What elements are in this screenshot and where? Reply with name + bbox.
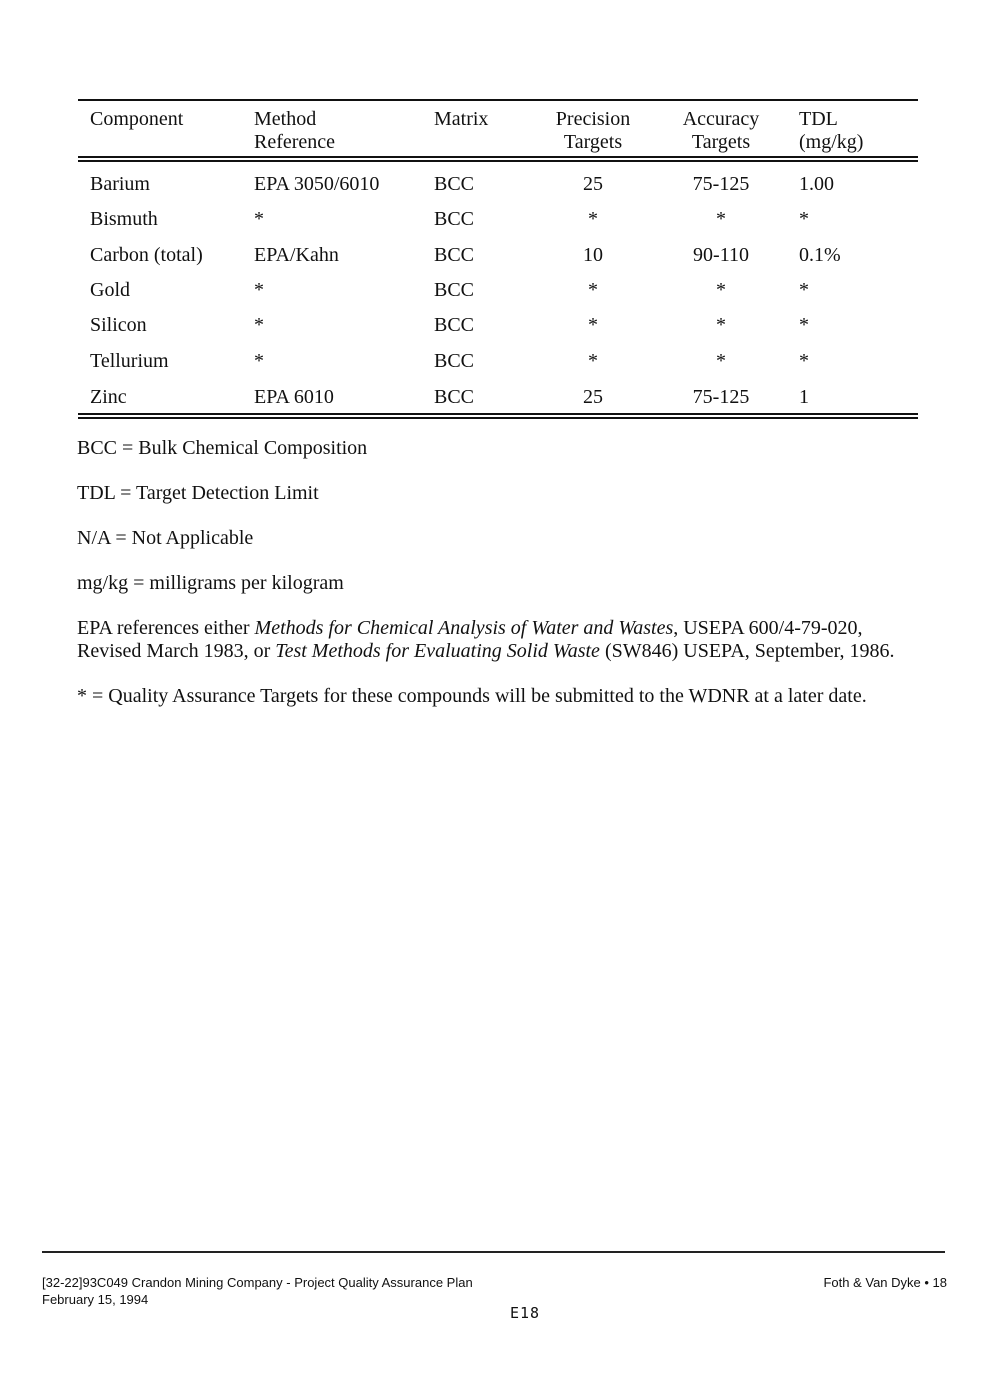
footer-company: Foth & Van Dyke • 18 [823,1275,947,1290]
cell-matrix: BCC [434,386,475,408]
cell-component: Zinc [90,386,127,408]
epa-title-water-wastes: Methods for Chemical Analysis of Water and Wastes [254,617,674,639]
cell-accuracy: 75-125 [692,173,750,195]
cell-tdl: * [799,208,809,230]
footer-page-id: E18 [509,1304,541,1322]
cell-method: * [254,208,264,230]
epa-middle: , USEPA 600/4-79-020, Revised March 1983, or [77,617,863,662]
cell-tdl: * [799,314,809,336]
cell-component: Bismuth [90,208,158,230]
cell-method: EPA 3050/6010 [254,173,380,195]
cell-tdl: 1 [799,386,809,408]
cell-matrix: BCC [434,314,475,336]
cell-method: * [254,314,264,336]
header-tdl [799,108,909,154]
cell-component: Carbon (total) [90,244,203,266]
table-row [78,208,918,238]
header-precision-targets [543,108,643,154]
cell-tdl: 1.00 [799,173,834,195]
cell-tdl: * [799,350,809,372]
cell-precision: * [588,314,598,336]
table-row [78,244,918,274]
table-row [78,386,918,416]
cell-accuracy: * [716,314,726,336]
header-precision-line2: Targets [563,131,623,153]
cell-component: Gold [90,279,130,301]
header-precision-line1: Precision [555,108,631,130]
table-notes [77,437,927,730]
cell-method: * [254,279,264,301]
cell-component: Silicon [90,314,147,336]
cell-method: EPA/Kahn [254,244,339,266]
footer-rule [42,1251,945,1253]
header-component-line1: Component [90,108,184,130]
epa-prefix: EPA references either [77,617,255,639]
header-accuracy-targets [671,108,771,154]
cell-precision: 25 [583,173,603,195]
note-mgkg: mg/kg = milligrams per kilogram [77,572,344,594]
cell-precision: * [588,208,598,230]
table-top-rule [78,99,918,101]
cell-accuracy: * [716,279,726,301]
footer-date-line: February 15, 1994 [42,1292,149,1307]
cell-matrix: BCC [434,244,475,266]
header-accuracy-line1: Accuracy [682,108,760,130]
cell-tdl: 0.1% [799,244,841,266]
cell-accuracy: * [716,208,726,230]
note-bcc: BCC = Bulk Chemical Composition [77,437,368,459]
table-row [78,350,918,380]
cell-component: Barium [90,173,150,195]
cell-component: Tellurium [90,350,169,372]
cell-matrix: BCC [434,279,475,301]
table-row [78,173,918,203]
header-accuracy-line2: Targets [691,131,751,153]
header-tdl-line2: (mg/kg) [799,131,864,153]
cell-matrix: BCC [434,208,475,230]
footer-doc-line: [32-22]93C049 Crandon Mining Company - Project Quality Assurance Plan [42,1275,473,1290]
header-tdl-line1: TDL [799,108,838,130]
note-epa-references [77,617,927,663]
note-tdl: TDL = Target Detection Limit [77,482,319,504]
cell-precision: * [588,350,598,372]
header-matrix-line1: Matrix [434,108,489,130]
cell-tdl: * [799,279,809,301]
epa-suffix: (SW846) USEPA, September, 1986. [599,640,895,662]
header-matrix [434,108,534,131]
cell-precision: * [588,279,598,301]
table-row [78,279,918,309]
cell-matrix: BCC [434,350,475,372]
cell-accuracy: * [716,350,726,372]
note-na: N/A = Not Applicable [77,527,254,549]
cell-accuracy: 75-125 [692,386,750,408]
cell-matrix: BCC [434,173,475,195]
cell-accuracy: 90-110 [693,244,749,266]
table-header-double-rule [78,156,918,162]
table-bottom-double-rule [78,413,918,419]
cell-method: * [254,350,264,372]
footer-document-info [42,1274,473,1308]
header-method-line1: Method [254,108,317,130]
header-method-line2: Reference [254,131,336,153]
cell-precision: 10 [583,244,603,266]
header-method-reference [254,108,424,154]
epa-title-solid-waste: Test Methods for Evaluating Solid Waste [275,640,600,662]
header-component [90,108,240,131]
table-row [78,314,918,344]
cell-precision: 25 [583,386,603,408]
note-asterisk: * = Quality Assurance Targets for these compounds will be submitted to the WDNR at a later date. [77,685,867,707]
cell-method: EPA 6010 [254,386,334,408]
